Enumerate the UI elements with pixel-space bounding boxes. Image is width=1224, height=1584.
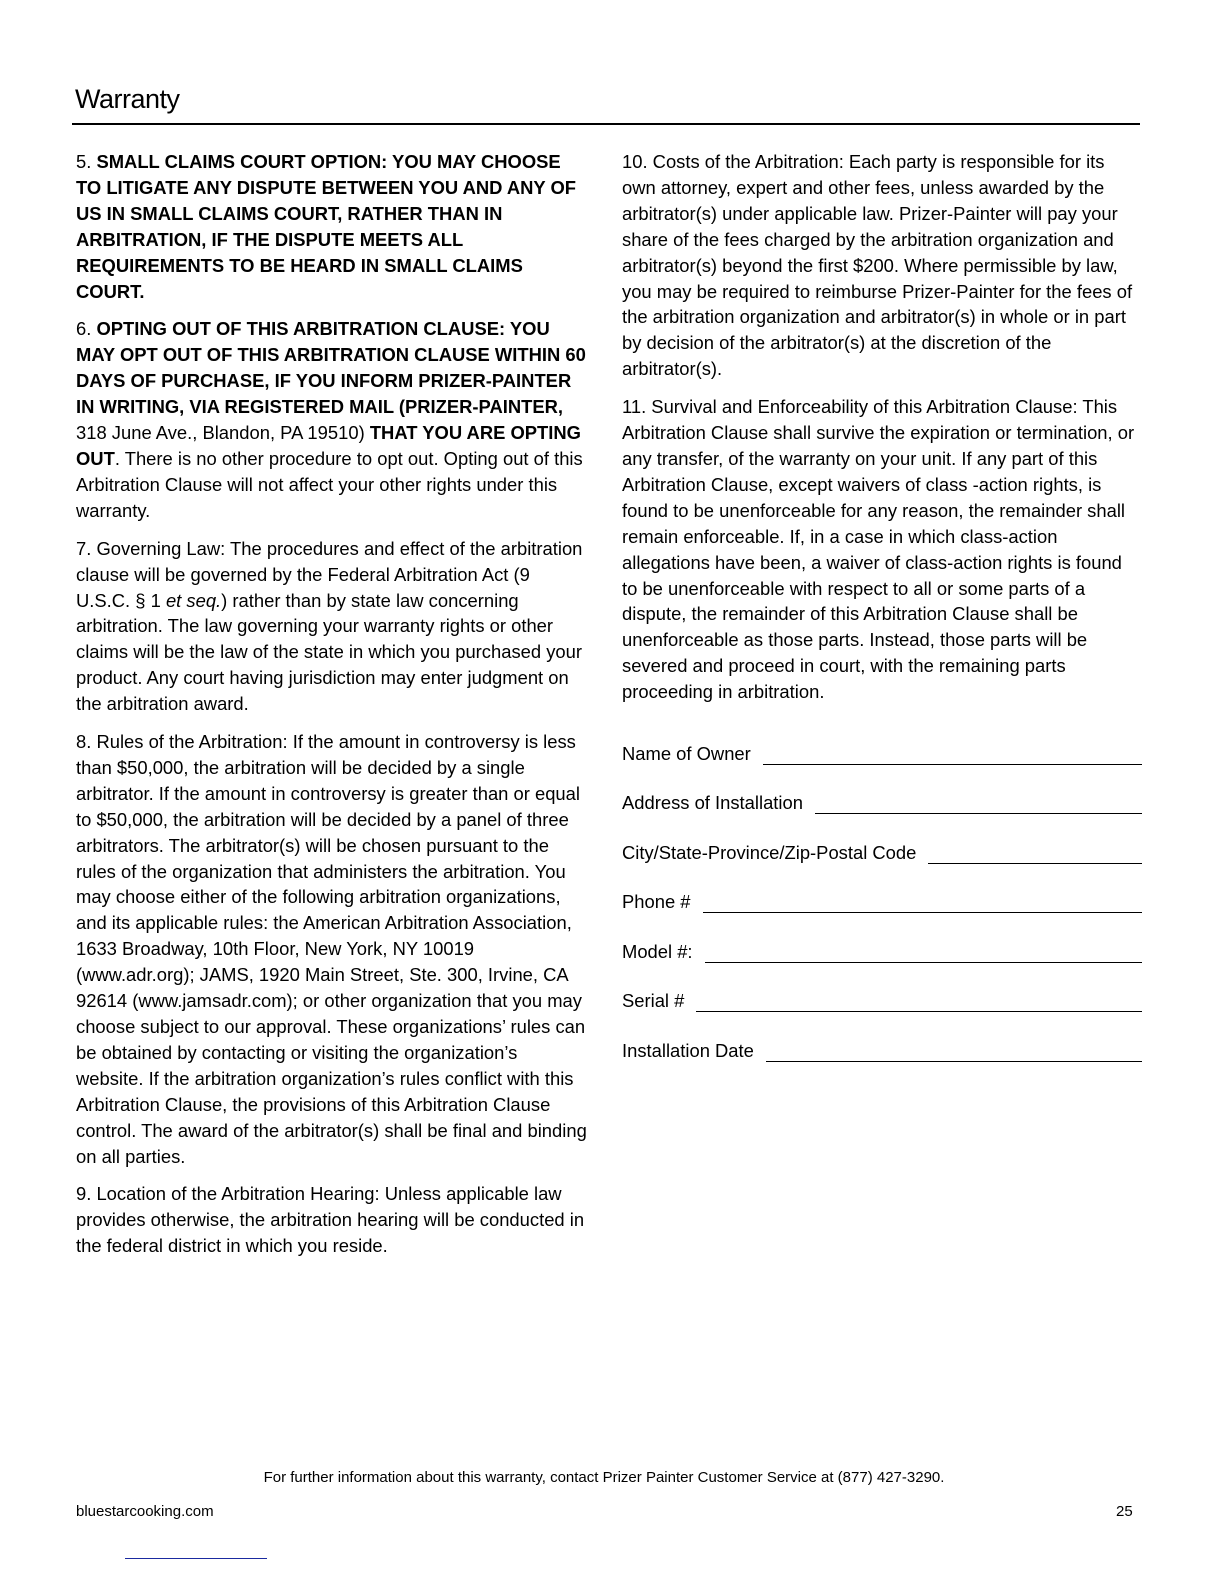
field-phone <box>622 866 1142 916</box>
fill-in-line[interactable] <box>766 1060 1142 1062</box>
clause-number: 5. <box>76 151 97 172</box>
field-label: Address of Installation <box>622 792 803 814</box>
fill-in-line[interactable] <box>815 812 1142 814</box>
field-city-state-zip <box>622 816 1142 866</box>
clause-text: 7. Governing Law: The procedures and effect of the arbitration clause will be governed by the Federal Arbitration Act (9 U.S.C. § 1 <box>76 537 583 611</box>
left-column <box>76 149 588 1271</box>
clause-bold-text: SMALL CLAIMS COURT OPTION: YOU MAY CHOOSE TO LITIGATE ANY DISPUTE BETWEEN YOU AND ANY OF US IN SMALL CLAIMS COURT, RATHER THAN IN ARBITRATION, IF THE DISPUTE MEETS ALL REQUIREMENTS TO BE HEARD IN SMALL CLAIMS COURT. <box>76 151 576 302</box>
clause-italic-text: et seq. <box>165 589 222 611</box>
field-model <box>622 915 1142 965</box>
field-installation-date <box>622 1014 1142 1064</box>
page-title: Warranty <box>75 84 180 114</box>
field-label: Serial # <box>622 990 685 1012</box>
clause-11: 11. Survival and Enforceability of this Arbitration Clause: This Arbitration Clause shall survive the expiration or termination, or any transfer, of the warranty on your unit. If any part of this Arbitration Clause, except waivers of class -action rights, is found to be unenforceable for any reason, the remainder shall remain enforceable. If, in a case in which class-action allegations have been, a waiver of class-action rights is found to be unenforceable with respect to all or some parts of a dispute, the remainder of this Arbitration Clause shall be unenforceable as those parts. Instead, those parts will be severed and proceed in court, with the remaining parts proceeding in arbitration. <box>622 396 1135 703</box>
owner-info-form <box>622 717 1142 1064</box>
field-label: Installation Date <box>622 1039 754 1061</box>
fill-in-line[interactable] <box>696 1010 1142 1012</box>
clause-bold-text: THAT YOU ARE OPTING OUT <box>76 422 581 469</box>
clause-9: 9. Location of the Arbitration Hearing: Unless applicable law provides otherwise, the arbitration hearing will be conducted in the federal district in which you reside. <box>76 1183 585 1257</box>
fill-in-line[interactable] <box>705 961 1142 963</box>
fill-in-line[interactable] <box>763 763 1142 765</box>
fill-in-line[interactable] <box>928 862 1142 864</box>
clause-text: . There is no other procedure to opt out. Opting out of this Arbitration Clause will not affect your other rights under this warranty. <box>76 447 583 521</box>
page-number: 25 <box>1116 1503 1133 1520</box>
clause-bold-text: OPTING OUT OF THIS ARBITRATION CLAUSE: YOU MAY OPT OUT OF THIS ARBITRATION CLAUSE WITHIN 60 DAYS OF PURCHASE, IF YOU INFORM PRIZER-PAINTER IN WRITING, VIA REGISTERED MAIL (PRIZER-PAINTER, <box>76 318 586 418</box>
clause-6 <box>76 316 588 523</box>
blue-rule <box>125 1558 267 1559</box>
field-label: Model #: <box>622 940 693 962</box>
field-name-of-owner <box>622 717 1142 767</box>
clause-7 <box>76 536 588 717</box>
footer-contact: For further information about this warranty, contact Prizer Painter Customer Service at (877) 427-3290. <box>263 1469 945 1486</box>
footer-website: bluestarcooking.com <box>76 1503 214 1520</box>
header-rule <box>72 123 1140 125</box>
fill-in-line[interactable] <box>703 911 1142 913</box>
clause-number: 6. <box>76 318 97 340</box>
field-label: Phone # <box>622 891 691 913</box>
right-column <box>622 149 1136 1064</box>
clause-8: 8. Rules of the Arbitration: If the amount in controversy is less than $50,000, the arbitration will be decided by a single arbitrator. If the amount in controversy is greater than or equal to $50,000, the arbitration will be decided by a panel of three arbitrators. The arbitrator(s) will be chosen pursuant to the rules of the organization that administers the arbitration. You may choose either of the following arbitration organizations, and its applicable rules: the American Arbitration Association, 1633 Broadway, 10th Floor, New York, NY 10019 (www.adr.org); JAMS, 1920 Main Street, Ste. 300, Irvine, CA 92614 (www.jamsadr.com); or other organization that you may choose subject to our approval. These organizations’ rules can be obtained by contacting or visiting the organization’s website. If the arbitration organization’s rules conflict with this Arbitration Clause, the provisions of this Arbitration Clause control. The award of the arbitrator(s) shall be final and binding on all parties. <box>76 731 587 1167</box>
clause-5 <box>76 149 588 304</box>
field-serial <box>622 965 1142 1015</box>
clause-10: 10. Costs of the Arbitration: Each party is responsible for its own attorney, expert and other fees, unless awarded by the arbitrator(s) under applicable law. Prizer-Painter will pay your share of the fees charged by the arbitration organization and arbitrator(s) beyond the first $200. Where permissible by law, you may be required to reimburse Prizer-Painter for the fees of the arbitration organization and arbitrator(s) in whole or in part by decision of the arbitrator(s) at the discretion of the arbitrator(s). <box>622 151 1133 380</box>
field-address-of-installation <box>622 767 1142 817</box>
clause-text: ) rather than by state law concerning arbitration. The law governing your warranty rights or other claims will be the law of the state in which you purchased your product. Any court having jurisdiction may enter judgment on the arbitration award. <box>76 589 582 715</box>
clause-address: 318 June Ave., Blandon, PA 19510) <box>76 422 370 444</box>
field-label: City/State-Province/Zip-Postal Code <box>622 841 917 863</box>
field-label: Name of Owner <box>622 742 751 764</box>
